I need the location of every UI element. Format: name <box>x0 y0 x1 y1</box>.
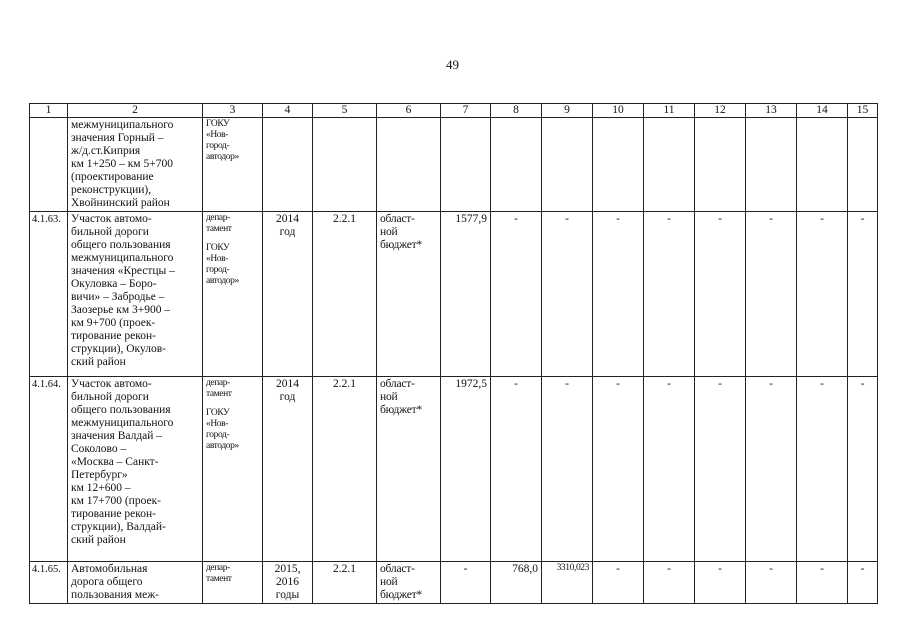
table-row <box>30 118 878 212</box>
funding-source: област- ной бюджет* <box>377 562 441 604</box>
row-id: 4.1.63. <box>30 212 68 377</box>
table-row <box>30 212 878 377</box>
years: 2015, 2016 годы <box>263 562 313 604</box>
column-number-12: 12 <box>695 104 746 118</box>
amount-c13: - <box>746 212 797 377</box>
amount-c11: - <box>644 212 695 377</box>
amount-c7 <box>441 118 491 212</box>
amount-c13: - <box>746 377 797 562</box>
amount-c9 <box>542 118 593 212</box>
executor-cell <box>203 562 263 604</box>
column-number-10: 10 <box>593 104 644 118</box>
executor-cell <box>203 377 263 562</box>
amount-c15: - <box>848 562 878 604</box>
row-id: 4.1.65. <box>30 562 68 604</box>
amount-c10: - <box>593 212 644 377</box>
column-number-14: 14 <box>797 104 848 118</box>
executor-agency: ГОКУ «Нов- город- автодор» <box>206 243 239 286</box>
executor-department: депар- тамент <box>206 563 232 584</box>
amount-c8: - <box>491 377 542 562</box>
column-number-1: 1 <box>30 104 68 118</box>
amount-c7: - <box>441 562 491 604</box>
column-number-13: 13 <box>746 104 797 118</box>
amount-c9: - <box>542 377 593 562</box>
target-indicator: 2.2.1 <box>313 377 377 562</box>
amount-c7: 1577,9 <box>441 212 491 377</box>
table-header-row <box>30 104 878 118</box>
column-number-9: 9 <box>542 104 593 118</box>
executor-cell <box>203 118 263 212</box>
object-name: Участок автомо- бильной дороги общего пользования межмуниципального значения «Крестцы – Окуловка – Боро- вичи» – Забродье – Заозерье км 3+900 – км 9+700 (проек- тирование рекон- струкции), Окулов- ский район <box>68 212 203 377</box>
amount-c9: 3310,023 <box>542 562 593 604</box>
column-number-5: 5 <box>313 104 377 118</box>
amount-c13 <box>746 118 797 212</box>
amount-c10: - <box>593 377 644 562</box>
amount-c15 <box>848 118 878 212</box>
amount-c11: - <box>644 377 695 562</box>
amount-c14: - <box>797 562 848 604</box>
amount-c14 <box>797 118 848 212</box>
page-number: 49 <box>446 57 459 72</box>
amount-c12: - <box>695 562 746 604</box>
object-name: межмуниципального значения Горный – ж/д.ст.Киприя км 1+250 – км 5+700 (проектирование реконструкции), Хвойнинский район <box>68 118 203 212</box>
executor-agency: ГОКУ «Нов- город- автодор» <box>206 408 239 451</box>
target-indicator: 2.2.1 <box>313 562 377 604</box>
target-indicator: 2.2.1 <box>313 212 377 377</box>
column-number-7: 7 <box>441 104 491 118</box>
amount-c13: - <box>746 562 797 604</box>
executor-department: депар- тамент <box>206 378 232 399</box>
amount-c10: - <box>593 562 644 604</box>
amount-c11 <box>644 118 695 212</box>
amount-c15: - <box>848 377 878 562</box>
amount-c8: - <box>491 212 542 377</box>
funding-source <box>377 118 441 212</box>
amount-c8 <box>491 118 542 212</box>
amount-c8: 768,0 <box>491 562 542 604</box>
table-row <box>30 562 878 604</box>
amount-c12: - <box>695 377 746 562</box>
amount-c9: - <box>542 212 593 377</box>
object-name: Участок автомо- бильной дороги общего пользования межмуниципального значения Валдай – Соколово – «Москва – Санкт- Петербург» км 12+600 – км 17+700 (проек- тирование рекон- струкции), Валдай- ский район <box>68 377 203 562</box>
amount-c14: - <box>797 212 848 377</box>
funding-source: област- ной бюджет* <box>377 377 441 562</box>
amount-c11: - <box>644 562 695 604</box>
executor-agency: ГОКУ «Нов- город- автодор» <box>206 119 239 162</box>
column-number-4: 4 <box>263 104 313 118</box>
amount-c7: 1972,5 <box>441 377 491 562</box>
column-number-8: 8 <box>491 104 542 118</box>
executor-gap <box>206 400 259 408</box>
years <box>263 118 313 212</box>
row-id: 4.1.64. <box>30 377 68 562</box>
amount-c10 <box>593 118 644 212</box>
executor-department: депар- тамент <box>206 213 232 234</box>
amount-c12: - <box>695 212 746 377</box>
executor-gap <box>206 235 259 243</box>
target-indicator <box>313 118 377 212</box>
funding-source: област- ной бюджет* <box>377 212 441 377</box>
amount-c12 <box>695 118 746 212</box>
amount-c15: - <box>848 212 878 377</box>
executor-cell <box>203 212 263 377</box>
years: 2014 год <box>263 377 313 562</box>
program-table <box>29 103 878 604</box>
years: 2014 год <box>263 212 313 377</box>
column-number-3: 3 <box>203 104 263 118</box>
amount-c14: - <box>797 377 848 562</box>
column-number-6: 6 <box>377 104 441 118</box>
object-name: Автомобильная дорога общего пользования меж- <box>68 562 203 604</box>
column-number-2: 2 <box>68 104 203 118</box>
column-number-11: 11 <box>644 104 695 118</box>
column-number-15: 15 <box>848 104 878 118</box>
table-row <box>30 377 878 562</box>
row-id <box>30 118 68 212</box>
